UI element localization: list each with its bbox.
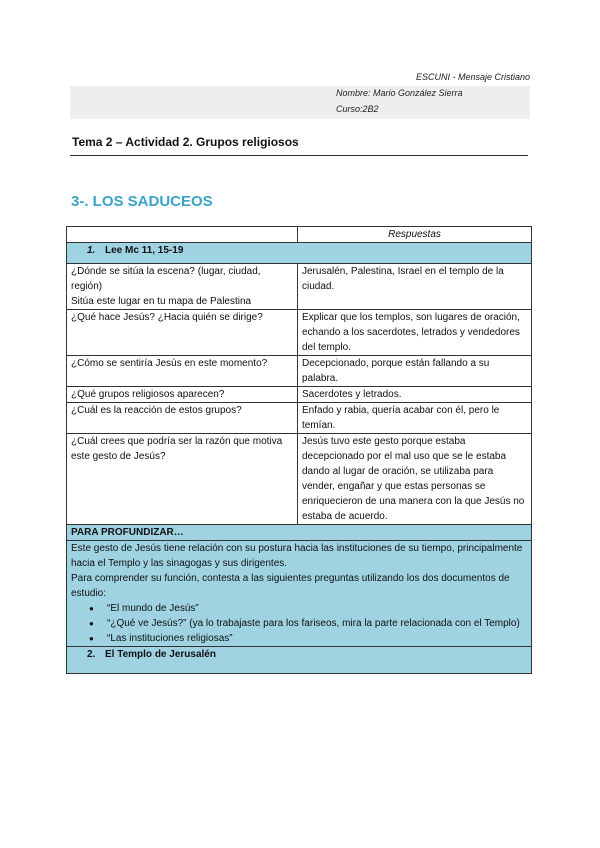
table-row bbox=[67, 310, 532, 356]
activity-table bbox=[66, 226, 532, 674]
part2-label: El Templo de Jerusalén bbox=[105, 649, 216, 660]
part2-heading bbox=[67, 647, 532, 674]
table-header-row bbox=[67, 227, 532, 243]
part1-label: Lee Mc 11, 15-19 bbox=[105, 245, 184, 256]
answer-cell: Decepcionado, porque están fallando a su palabra. bbox=[298, 356, 532, 387]
student-course: Curso:2B2 bbox=[336, 104, 379, 114]
page-title: Tema 2 – Actividad 2. Grupos religiosos bbox=[72, 135, 299, 149]
list-item: ● “¿Qué ve Jesús?” (ya lo trabajaste para los fariseos, mira la parte relacionada con el Templo) bbox=[107, 616, 527, 631]
student-info-box bbox=[70, 86, 530, 119]
list-item: ● “Las instituciones religiosas” bbox=[107, 631, 527, 646]
question-cell: ¿Cuál es la reacción de estos grupos? bbox=[67, 403, 298, 434]
empty-header-cell bbox=[67, 227, 298, 243]
part1-row bbox=[67, 243, 532, 264]
part2-row bbox=[67, 647, 532, 674]
list-item: ● “El mundo de Jesús” bbox=[107, 601, 527, 616]
question-cell: ¿Qué hace Jesús? ¿Hacia quién se dirige? bbox=[67, 310, 298, 356]
question-cell: ¿Cuál crees que podría ser la razón que motiva este gesto de Jesús? bbox=[67, 434, 298, 525]
answer-cell: Explicar que los templos, son lugares de oración, echando a los sacerdotes, letrados y vendedores del templo. bbox=[298, 310, 532, 356]
answer-cell: Jerusalén, Palestina, Israel en el templo de la ciudad. bbox=[298, 264, 532, 310]
section-title: 3-. LOS SADUCEOS bbox=[71, 193, 213, 210]
answer-cell: Enfado y rabia, quería acabar con él, pero le temían. bbox=[298, 403, 532, 434]
table-row bbox=[67, 403, 532, 434]
part2-number: 2. bbox=[87, 649, 96, 660]
question-cell: ¿Cómo se sentiría Jesús en este momento? bbox=[67, 356, 298, 387]
answer-cell: Sacerdotes y letrados. bbox=[298, 387, 532, 403]
table-row bbox=[67, 434, 532, 525]
respuestas-header: Respuestas bbox=[298, 227, 532, 243]
profundizar-body-row bbox=[67, 541, 532, 647]
profundizar-heading: PARA PROFUNDIZAR… bbox=[67, 525, 532, 541]
course-label: ESCUNI - Mensaje Cristiano bbox=[415, 72, 530, 82]
profundizar-body bbox=[67, 541, 532, 647]
document-list bbox=[71, 601, 527, 646]
table-row bbox=[67, 387, 532, 403]
answer-cell: Jesús tuvo este gesto porque estaba decepcionado por el mal uso que se le estaba dando al lugar de oración, se utilizaba para vender, engañar y que estas personas se enriquecieron de una manera con la que Jesús no estaba de acuerdo. bbox=[298, 434, 532, 525]
table-row bbox=[67, 356, 532, 387]
question-cell: ¿Dónde se sitúa la escena? (lugar, ciudad, región) Sitúa este lugar en tu mapa de Palestina bbox=[67, 264, 298, 310]
part1-heading bbox=[67, 243, 532, 264]
profundizar-heading-row bbox=[67, 525, 532, 541]
student-name: Nombre: Mario González Sierra bbox=[336, 88, 463, 98]
part1-number: 1. bbox=[87, 245, 96, 256]
table-row bbox=[67, 264, 532, 310]
question-cell: ¿Qué grupos religiosos aparecen? bbox=[67, 387, 298, 403]
title-divider bbox=[70, 155, 528, 156]
profundizar-paragraph-1: Este gesto de Jesús tiene relación con su postura hacia las instituciones de su tiempo, principalmente hacia el Templo y las sinagogas y sus dirigentes. bbox=[71, 543, 523, 569]
profundizar-paragraph-2: Para comprender su función, contesta a las siguientes preguntas utilizando los dos documentos de estudio: bbox=[71, 573, 510, 599]
